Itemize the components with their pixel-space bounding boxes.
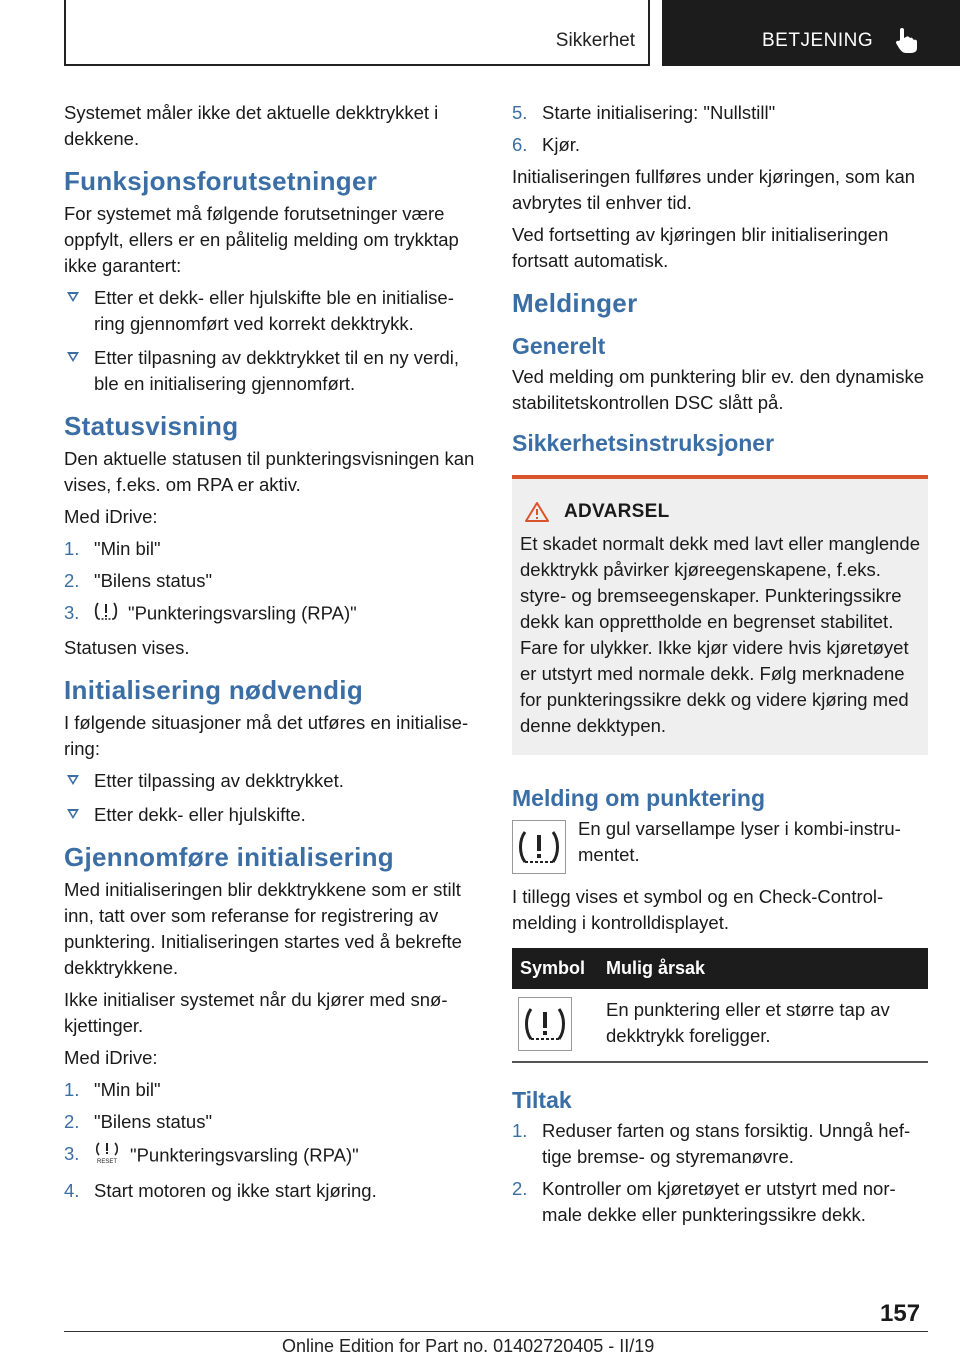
list-item: 5. Starte initialisering: "Nullstill" bbox=[512, 102, 776, 123]
heading-statusvisning: Statusvisning bbox=[64, 411, 239, 441]
warning-text: Et skadet normalt dekk med lavt eller manglende dekktrykk påvirker kjøreegenskapene, f.eks. styre- og bremseegenskaper. Punkteringssikre dekk kan opprettholde en begrenset stabilitet. Fare for ulykker. Ikke kjør videre hvis kjøretøyet er utstyrt med normale dekk. Følg merknadene for punkteringssikre dekk og videre kjøring med denne dekktypen. bbox=[520, 533, 921, 736]
funksjon-bullet-list bbox=[64, 285, 478, 397]
header-chapter-label: BETJENING bbox=[762, 30, 874, 51]
right-column bbox=[512, 100, 928, 1234]
init-nodv-bullet-list bbox=[64, 768, 478, 828]
heading-sikkerhetsinstruksjoner: Sikkerhetsinstruksjoner bbox=[512, 430, 775, 456]
list-item: 2. "Bilens status" bbox=[64, 1111, 213, 1132]
gjennom-step-list-continued bbox=[512, 100, 928, 158]
warning-title: ADVARSEL bbox=[520, 501, 920, 523]
list-item: 2. "Bilens status" bbox=[64, 570, 213, 591]
table-cell-cause: En punktering eller et større tap av dekktrykk foreligger. bbox=[598, 989, 928, 1062]
list-item: Etter tilpassing av dekktrykket. bbox=[64, 768, 478, 794]
table-cell-symbol bbox=[512, 989, 598, 1062]
table-header-symbol: Symbol bbox=[512, 948, 598, 989]
gjennom-warn-text: Ikke initialiser systemet når du kjører med snøkjettinger. bbox=[64, 989, 448, 1036]
tire-warning-icon bbox=[94, 600, 118, 629]
list-item: 1. "Min bil" bbox=[64, 1079, 161, 1100]
generelt-text: Ved melding om punktering blir ev. den dynamiske stabilitetskontrollen DSC slått på. bbox=[512, 366, 925, 413]
intro-text: Systemet måler ikke det aktuelle dekktrykket i dekkene. bbox=[64, 102, 439, 149]
symbol-table bbox=[512, 948, 928, 1063]
header-chapter-tab bbox=[662, 0, 960, 66]
list-item: Etter tilpasning av dekktrykket til en ny verdi, ble en initialisering gjennomført. bbox=[64, 345, 478, 397]
warning-box bbox=[512, 475, 928, 755]
triangle-bullet-icon bbox=[67, 809, 79, 819]
gjennom-step-list bbox=[64, 1077, 478, 1204]
header-section-title: Sikkerhet bbox=[555, 30, 635, 51]
left-column bbox=[64, 100, 478, 1210]
tire-pressure-warning-icon bbox=[512, 820, 566, 874]
heading-funksjonsforutsetninger: Funksjonsforutsetninger bbox=[64, 166, 378, 196]
punktering-lamp-text: En gul varsellampe lyser i kombi-instrumentet. bbox=[578, 818, 901, 865]
list-item: 4. Start motoren og ikke start kjøring. bbox=[64, 1180, 377, 1201]
footer-divider bbox=[64, 1331, 928, 1332]
tire-reset-icon bbox=[94, 1141, 120, 1172]
status-step-list bbox=[64, 536, 478, 629]
init-nodv-text: I følgende situasjoner må det utføres en initialisering: bbox=[64, 712, 469, 759]
list-item: 1. "Min bil" bbox=[64, 538, 161, 559]
gjennom-text: Med initialiseringen blir dekktrykkene som er stilt inn, tatt over som referanse for registrering av punktering. Initialiseringen startes ved å bekrefte dekktrykkene. bbox=[64, 879, 462, 978]
table-header-row bbox=[512, 948, 928, 989]
heading-tiltak: Tiltak bbox=[512, 1087, 572, 1113]
list-item: Etter dekk- eller hjulskifte. bbox=[64, 802, 478, 828]
table-row bbox=[512, 989, 928, 1062]
continue-text-1: Initialiseringen fullføres under kjøringen, som kan avbrytes til enhver tid. bbox=[512, 166, 916, 213]
status-text: Den aktuelle statusen til punkteringsvisningen kan vises, f.eks. om RPA er aktiv. bbox=[64, 448, 475, 495]
hand-pointer-icon bbox=[894, 26, 920, 59]
punktering-lamp-paragraph bbox=[512, 816, 928, 874]
svg-text:RESET: RESET bbox=[96, 1159, 118, 1165]
footer-edition: Online Edition for Part no. 01402720405 - II/19 bbox=[282, 1336, 655, 1356]
status-result: Statusen vises. bbox=[64, 637, 190, 658]
warning-triangle-icon bbox=[524, 501, 550, 523]
list-item: 1. Reduser farten og stans forsiktig. Unngå heftige bremse- og styremanøvre. bbox=[512, 1120, 911, 1167]
list-item: 2. Kontroller om kjøretøyet er utstyrt med normale dekke eller punkteringssikre dekk. bbox=[512, 1178, 896, 1225]
tire-pressure-warning-icon bbox=[518, 997, 572, 1051]
heading-initialisering-nodvendig: Initialisering nødvendig bbox=[64, 675, 364, 705]
table-header-cause: Mulig årsak bbox=[598, 948, 928, 989]
triangle-bullet-icon bbox=[67, 775, 79, 785]
continue-text-2: Ved fortsetting av kjøringen blir initialiseringen fortsatt automatisk. bbox=[512, 224, 889, 271]
funksjon-text: For systemet må følgende forutsetninger være oppfylt, ellers er en pålitelig melding om trykktap ikke garantert: bbox=[64, 203, 459, 276]
list-item: Etter et dekk- eller hjulskifte ble en initialisering gjennomført ved korrekt dekktrykk. bbox=[64, 285, 478, 337]
heading-melding-om-punktering: Melding om punktering bbox=[512, 785, 765, 811]
heading-gjennomfore-initialisering: Gjennomføre initialisering bbox=[64, 842, 394, 872]
page-number: 157 bbox=[880, 1300, 921, 1327]
punktering-extra-text: I tillegg vises et symbol og en Check-Control-melding i kontrolldisplayet. bbox=[512, 886, 884, 933]
triangle-bullet-icon bbox=[67, 352, 79, 362]
triangle-bullet-icon bbox=[67, 292, 79, 302]
tiltak-step-list bbox=[512, 1118, 928, 1228]
list-item: 3. "Punkteringsvarsling (RPA)" bbox=[64, 600, 478, 629]
list-item: 6. Kjør. bbox=[512, 134, 581, 155]
heading-meldinger: Meldinger bbox=[512, 288, 638, 318]
list-item: 3. RESET "Punkteringsvarsling (RPA)" bbox=[64, 1141, 478, 1172]
status-idrive-label: Med iDrive: bbox=[64, 506, 158, 527]
gjennom-idrive-label: Med iDrive: bbox=[64, 1047, 158, 1068]
heading-generelt: Generelt bbox=[512, 333, 606, 359]
